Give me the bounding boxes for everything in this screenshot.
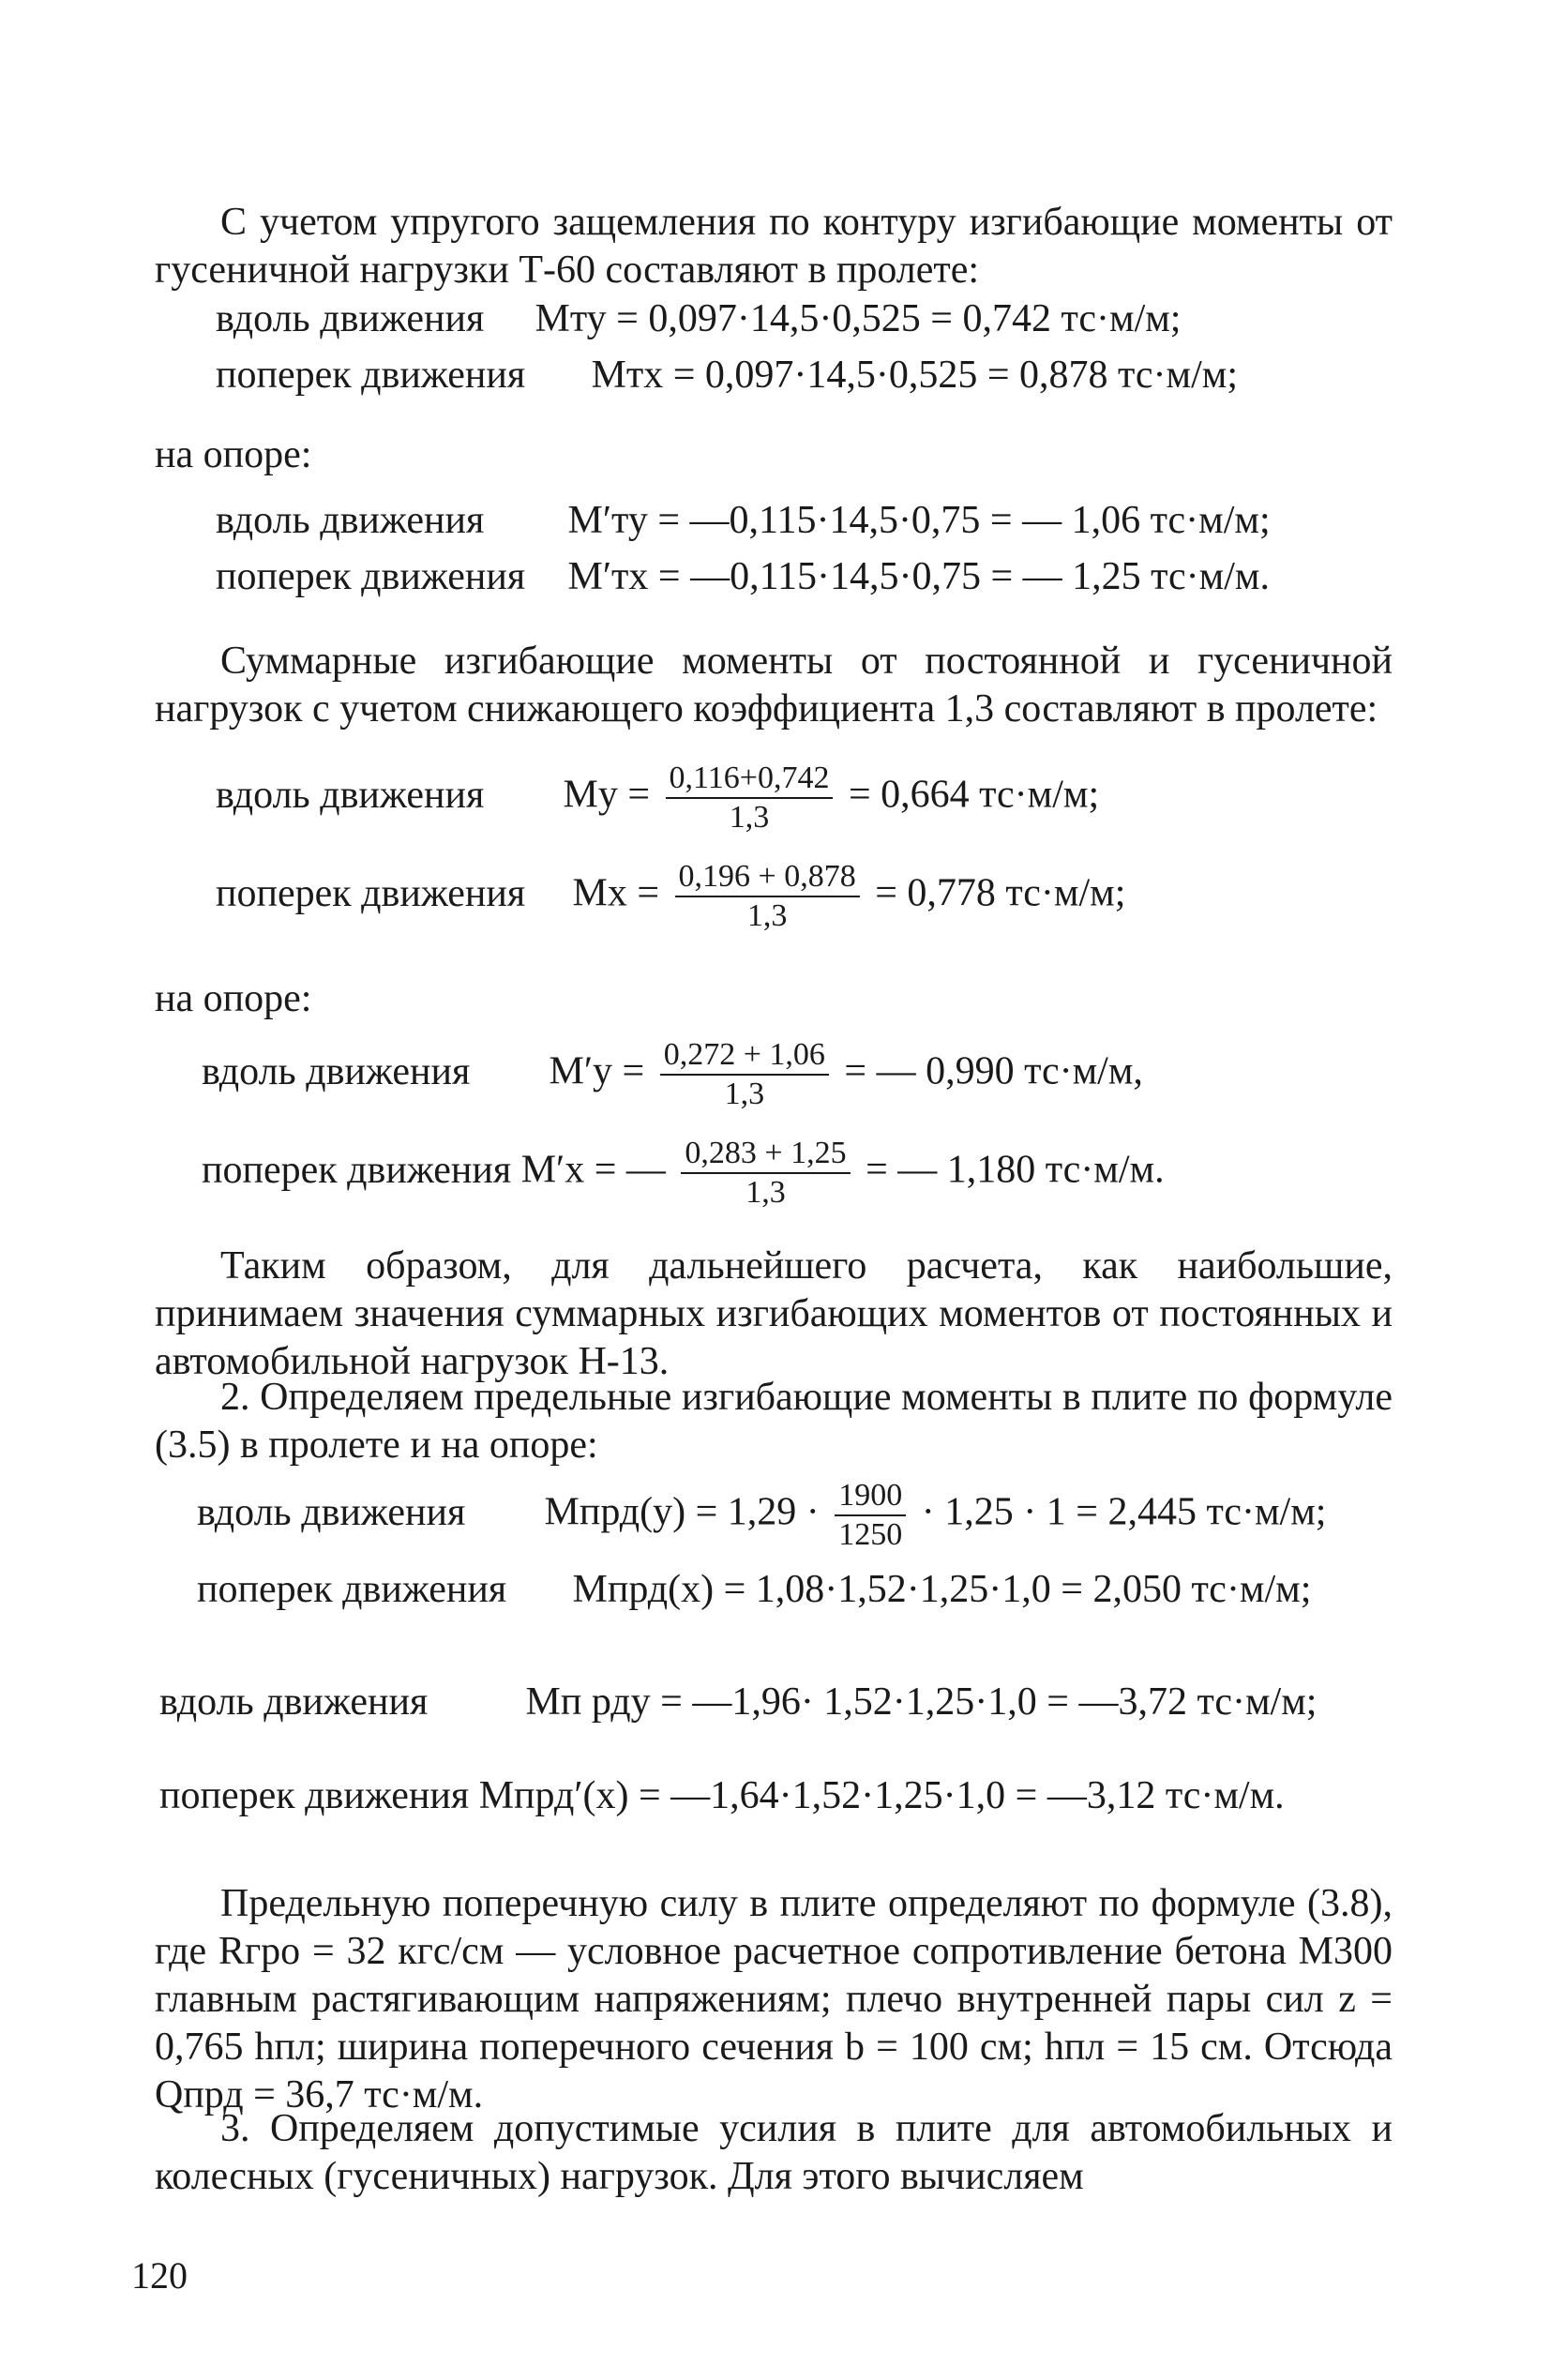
support-sum-across-denominator: 1,3 bbox=[681, 1172, 850, 1212]
support-sum-across bbox=[202, 1135, 1165, 1212]
limit-support-across bbox=[159, 1772, 1285, 1819]
limit-support-across-formula: Mпрд′(x) = —1,64·1,52·1,25·1,0 = —3,12 тс·м/м. bbox=[478, 1774, 1285, 1817]
conclusion-paragraph: Таким образом, для дальнейшего расчета, как наибольшие, принимаем значения суммарных изгибающих моментов от постоянных и автомобильной нагрузок Н-13. bbox=[155, 1244, 1393, 1383]
support-sum-along-numerator: 0,272 + 1,06 bbox=[663, 1037, 825, 1072]
span-sum-along-fraction bbox=[666, 760, 834, 836]
limit-span-along bbox=[197, 1477, 1326, 1554]
limit-span-across bbox=[197, 1566, 1311, 1613]
span-track-across-formula: Mтх = 0,097·14,5·0,525 = 0,878 тс·м/м; bbox=[591, 354, 1239, 397]
span-sum-along-lhs: My = bbox=[563, 773, 651, 817]
span-sum-across-lhs: Mx = bbox=[572, 871, 660, 915]
support-sum-across-numerator: 0,283 + 1,25 bbox=[685, 1136, 847, 1170]
step2-paragraph: 2. Определяем предельные изгибающие моменты в плите по формуле (3.5) в пролете и на опоре: bbox=[155, 1376, 1393, 1467]
limit-span-along-lhs: Mпрд(y) = 1,29 · bbox=[544, 1490, 820, 1534]
support-sum-across-rhs: = — 1,180 тс·м/м. bbox=[866, 1148, 1165, 1192]
span-sum-along-label: вдоль движения bbox=[216, 773, 485, 817]
on-support-heading-2: на опоре: bbox=[155, 977, 312, 1020]
span-sum-along-rhs: = 0,664 тс·м/м; bbox=[848, 773, 1100, 817]
support-sum-across-lhs: M′x = — bbox=[520, 1148, 666, 1192]
span-sum-across bbox=[216, 858, 1125, 935]
support-sum-along-label: вдоль движения bbox=[202, 1049, 471, 1093]
limit-support-along-label: вдоль движения bbox=[159, 1680, 429, 1724]
span-sum-across-fraction bbox=[675, 858, 860, 935]
span-track-along-label: вдоль движения bbox=[216, 297, 485, 340]
span-sum-across-label: поперек движения bbox=[216, 871, 526, 915]
support-track-along-label: вдоль движения bbox=[216, 499, 485, 542]
span-track-across-label: поперек движения bbox=[216, 354, 526, 397]
support-sum-along-rhs: = — 0,990 тс·м/м, bbox=[844, 1049, 1143, 1093]
sum-intro-paragraph: Суммарные изгибающие моменты от постоянной и гусеничной нагрузок с учетом снижающего коэффициента 1,3 составляют в пролете: bbox=[155, 640, 1393, 731]
limit-span-along-fraction bbox=[835, 1477, 906, 1554]
support-sum-across-fraction bbox=[681, 1135, 850, 1212]
step3-paragraph: 3. Определяем допустимые усилия в плите для автомобильных и колесных (гусеничных) нагрузок. Для этого вычисляем bbox=[155, 2107, 1393, 2198]
span-sum-across-rhs: = 0,778 тс·м/м; bbox=[875, 871, 1126, 915]
limit-span-across-label: поперек движения bbox=[197, 1568, 507, 1611]
limit-support-across-label: поперек движения bbox=[159, 1774, 470, 1817]
page-number: 120 bbox=[131, 2254, 188, 2297]
support-track-across bbox=[216, 553, 1270, 600]
span-track-across bbox=[216, 352, 1238, 399]
support-sum-along-fraction bbox=[660, 1036, 829, 1113]
shear-paragraph: Предельную поперечную силу в плите определяют по формуле (3.8), где Rгро = 32 кгс/см — условное расчетное сопротивление бетона М300 главным растягивающим напряжениям; плечо внутренней пары сил z = 0,765 hпл; ширина поперечного сечения b = 100 см; hпл = 15 см. Отсюда Qпрд = 36,7 тс·м/м. bbox=[155, 1882, 1393, 2116]
span-sum-along bbox=[216, 760, 1099, 836]
limit-support-along-formula: Mп рду = —1,96· 1,52·1,25·1,0 = —3,72 тс·м/м; bbox=[525, 1680, 1318, 1724]
limit-support-along bbox=[159, 1679, 1317, 1725]
span-sum-across-denominator: 1,3 bbox=[675, 896, 860, 935]
support-track-along-formula: M′ту = —0,115·14,5·0,75 = — 1,06 тс·м/м; bbox=[567, 499, 1271, 542]
span-track-along-formula: Mту = 0,097·14,5·0,525 = 0,742 тс·м/м; bbox=[535, 297, 1182, 340]
limit-span-along-denominator: 1250 bbox=[835, 1514, 906, 1554]
span-track-along bbox=[216, 295, 1181, 342]
limit-span-along-numerator: 1900 bbox=[838, 1478, 903, 1513]
limit-span-along-rhs: · 1,25 · 1 = 2,445 тс·м/м; bbox=[921, 1490, 1327, 1534]
support-track-across-label: поперек движения bbox=[216, 555, 526, 598]
span-sum-along-denominator: 1,3 bbox=[666, 797, 834, 836]
support-track-across-formula: M′тх = —0,115·14,5·0,75 = — 1,25 тс·м/м. bbox=[567, 555, 1270, 598]
support-sum-along-denominator: 1,3 bbox=[660, 1074, 829, 1113]
support-sum-along-lhs: M′y = bbox=[549, 1049, 645, 1093]
support-sum-along bbox=[202, 1036, 1143, 1113]
on-support-heading-1: на опоре: bbox=[155, 433, 312, 476]
span-sum-along-numerator: 0,116+0,742 bbox=[669, 761, 830, 795]
limit-span-along-label: вдоль движения bbox=[197, 1490, 466, 1534]
limit-span-across-formula: Mпрд(x) = 1,08·1,52·1,25·1,0 = 2,050 тс·м/м; bbox=[572, 1568, 1312, 1611]
intro-paragraph: С учетом упругого защемления по контуру изгибающие моменты от гусеничной нагрузки Т-60 составляют в пролете: bbox=[155, 201, 1393, 292]
span-sum-across-numerator: 0,196 + 0,878 bbox=[678, 859, 856, 894]
support-track-along bbox=[216, 497, 1271, 544]
support-sum-across-label: поперек движения bbox=[202, 1148, 512, 1192]
